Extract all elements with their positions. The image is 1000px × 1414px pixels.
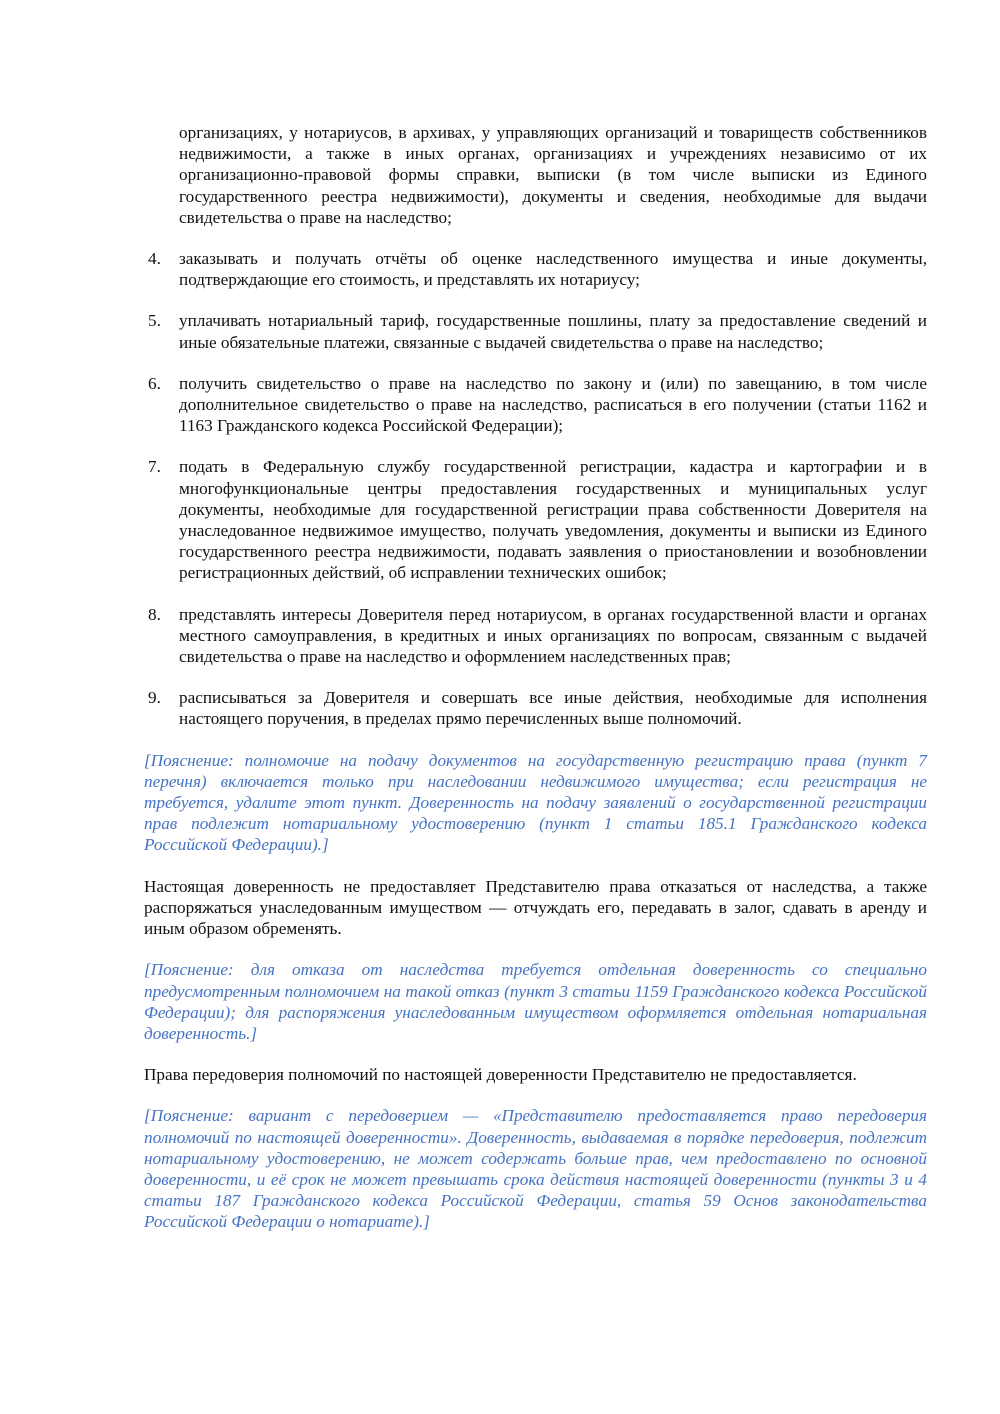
list-item-text: получить свидетельство о праве на наследство по закону и (или) по завещанию, в том числе дополнительное свидетельство о праве на наследство, расписаться в его получении (статьи 1162 и 1163 Гражданского кодекса Российской Федерации); [179, 373, 927, 436]
list-item [144, 604, 927, 668]
document-body [144, 122, 927, 1233]
list-item-text: расписываться за Доверителя и совершать все иные действия, необходимые для исполнения настоящего поручения, в пределах прямо перечисленных выше полномочий. [179, 688, 927, 729]
list-item-3-continuation: организациях, у нотариусов, в архивах, у управляющих организаций и товариществ собственников недвижимости, а также в иных органах, организациях и учреждениях независимо от их организационно-правовой формы справки, выписки (в том числе выписки из Единого государственного реестра недвижимости), документы и сведения, необходимые для выдачи свидетельства о праве на наследство; [179, 123, 927, 227]
list-item [144, 456, 927, 583]
explanatory-note-substitution: [Пояснение: вариант с передоверием — «Представителю предоставляется право передоверия полномочий по настоящей доверенности». Доверенность, выдаваемая в порядке передоверия, подлежит нотариальному удостоверению, не может содержать больше прав, чем предоставлено по основной доверенности, и её срок не может превышать срока действия настоящей доверенности (пункты 3 и 4 статьи 187 Гражданского кодекса Российской Федерации, статья 59 Основ законодательства Российской Федерации о нотариате).] [144, 1106, 927, 1232]
list-item-number: 4. [148, 249, 161, 269]
list-item-number: 6. [148, 373, 161, 393]
explanatory-note-registration: [Пояснение: полномочие на подачу документов на государственную регистрацию права (пункт 7 перечня) включается только при наследовании недвижимого имущества; если регистрация не требуется, удалите этот пункт. Доверенность на подачу заявлений о государственной регистрации прав подлежит нотариальному удостоверению (пункт 1 статьи 185.1 Гражданского кодекса Российской Федерации).] [144, 750, 927, 855]
list-item-number: 8. [148, 604, 161, 624]
list-item-number: 9. [148, 688, 161, 708]
list-item-number: 5. [148, 311, 161, 331]
list-item-text: уплачивать нотариальный тариф, государственные пошлины, плату за предоставление сведений и иные обязательные платежи, связанные с выдачей свидетельства о праве на наследство; [179, 311, 927, 352]
paragraph-no-substitution: Права передоверия полномочий по настоящей доверенности Представителю не предоставляется. [144, 1065, 857, 1085]
list-item [144, 310, 927, 352]
list-item-text: заказывать и получать отчёты об оценке наследственного имущества и иные документы, подтверждающие его стоимость, и представлять их нотариусу; [179, 249, 927, 290]
paragraph-no-renunciation: Настоящая доверенность не предоставляет Представителю права отказаться от наследства, а также распоряжаться унаследованным имуществом — отчуждать его, передавать в залог, сдавать в аренду и иным образом обременять. [144, 876, 927, 939]
list-item [144, 687, 927, 729]
powers-list [144, 248, 927, 730]
list-item-text: подать в Федеральную службу государственной регистрации, кадастра и картографии и в многофункциональные центры предоставления государственных и муниципальных услуг документы, необходимые для государственной регистрации права собственности Доверителя на унаследованное недвижимое имущество, получать уведомления, документы и выписки из Единого государственного реестра недвижимости, подавать заявления о приостановлении и возобновлении регистрационных действий, об исправлении технических ошибок; [179, 457, 927, 583]
list-item-text: представлять интересы Доверителя перед нотариусом, в органах государственной власти и органах местного самоуправления, в кредитных и иных организациях по вопросам, связанным с выдачей свидетельства о праве на наследство и оформлением наследственных прав; [179, 604, 927, 667]
list-item [144, 248, 927, 290]
list-item-number: 7. [148, 457, 161, 477]
list-item [144, 373, 927, 437]
explanatory-note-renunciation: [Пояснение: для отказа от наследства требуется отдельная доверенность со специально предусмотренным полномочием на такой отказ (пункт 3 статьи 1159 Гражданского кодекса Российской Федерации); для распоряжения унаследованным имуществом оформляется отдельная нотариальная доверенность.] [144, 960, 927, 1043]
